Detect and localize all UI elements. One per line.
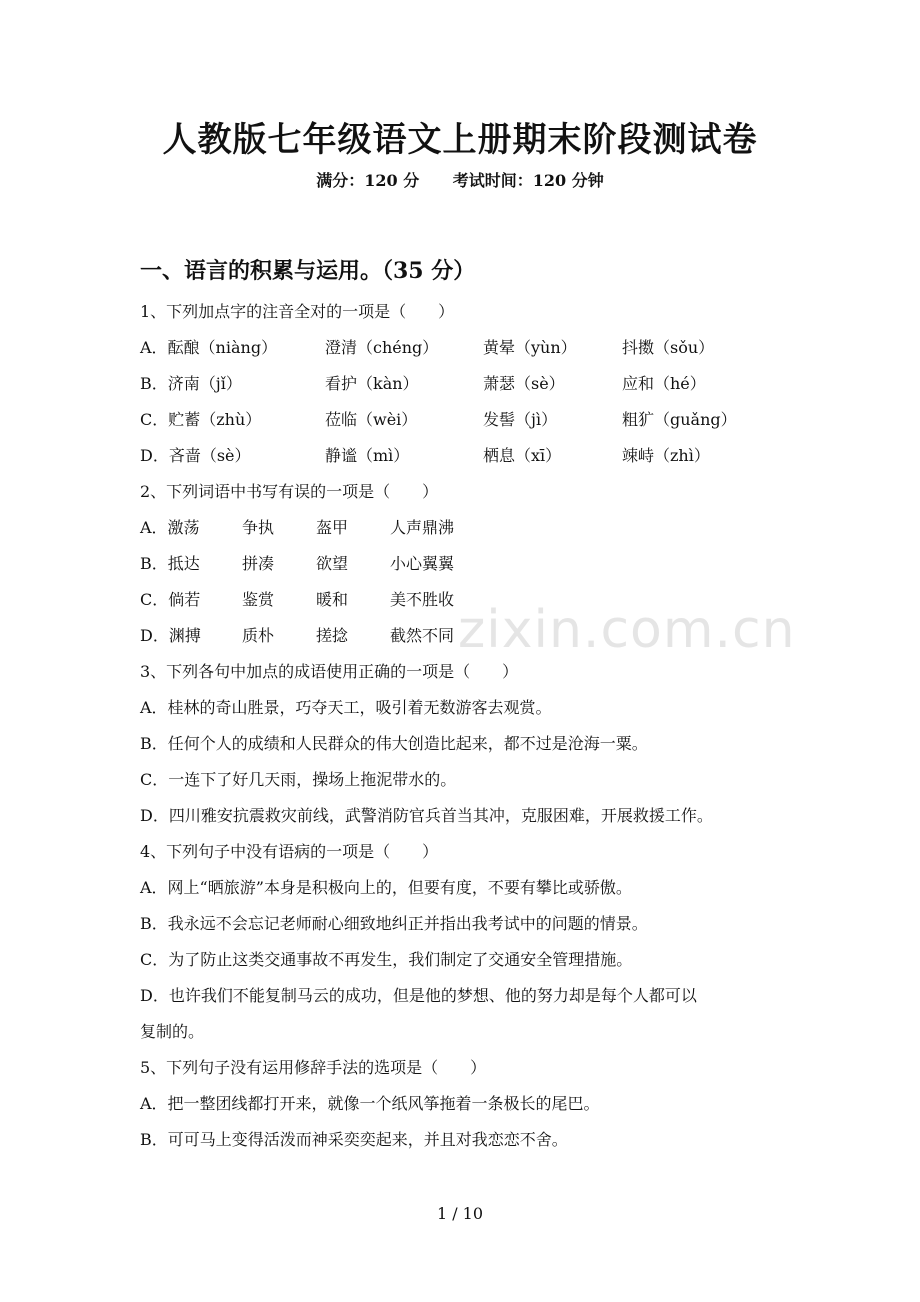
q1-option: 栖息（xī）	[483, 446, 562, 465]
q3-option-b: B．任何个人的成绩和人民群众的伟大创造比起来，都不过是沧海一粟。	[140, 734, 648, 753]
q1-option: 澄清（chéng）	[325, 338, 439, 357]
question-2-stem: 2、下列词语中书写有误的一项是（ ）	[140, 482, 439, 501]
q4-option-d: D．也许我们不能复制马云的成功，但是他的梦想、他的努力却是每个人都可以	[140, 986, 697, 1005]
q2-option: 小心翼翼	[390, 554, 455, 573]
exam-time: 考试时间：120 分钟	[452, 171, 604, 190]
q4-option-c: C．为了防止这类交通事故不再发生，我们制定了交通安全管理措施。	[140, 950, 633, 969]
q1-option: 萧瑟（sè）	[483, 374, 565, 393]
q2-option: D．渊搏	[140, 626, 201, 645]
q1-row-d	[140, 438, 800, 474]
q2-option: 搓捻	[316, 626, 349, 645]
q1-option: B．济南（jǐ）	[140, 374, 242, 393]
q1-option: 看护（kàn）	[325, 374, 419, 393]
q1-row-a	[140, 330, 800, 366]
q2-option: 质朴	[242, 626, 275, 645]
q1-option: 莅临（wèi）	[325, 410, 418, 429]
q1-option: C．贮蓄（zhù）	[140, 410, 262, 429]
q1-option: 粗犷（guǎng）	[622, 410, 737, 429]
q2-row-b	[140, 546, 800, 582]
q1-option: 静谧（mì）	[325, 446, 410, 465]
q1-option: 竦峙（zhì）	[622, 446, 710, 465]
q3-option-a: A．桂林的奇山胜景，巧夺天工，吸引着无数游客去观赏。	[140, 698, 552, 717]
q2-option: 拼凑	[242, 554, 275, 573]
q2-option: 盔甲	[316, 518, 349, 537]
q1-row-b	[140, 366, 800, 402]
page-title: 人教版七年级语文上册期末阶段测试卷	[162, 120, 758, 160]
page-number: 1 / 10	[436, 1204, 484, 1223]
question-3-stem: 3、下列各句中加点的成语使用正确的一项是（ ）	[140, 662, 519, 681]
questions	[140, 294, 800, 1158]
q2-row-a	[140, 510, 800, 546]
q2-option: 美不胜收	[390, 590, 455, 609]
q2-option: 人声鼎沸	[390, 518, 455, 537]
q3-option-c: C．一连下了好几天雨，操场上拖泥带水的。	[140, 770, 457, 789]
q1-option: A．酝酿（niàng）	[140, 338, 278, 357]
q4-option-a: A．网上“晒旅游”本身是积极向上的，但要有度，不要有攀比或骄傲。	[140, 878, 632, 897]
q2-option: 鉴赏	[242, 590, 275, 609]
q1-option: 黄晕（yùn）	[483, 338, 577, 357]
q5-option-b: B．可可马上变得活泼而神采奕奕起来，并且对我恋恋不舍。	[140, 1130, 568, 1149]
full-score: 满分：120 分	[316, 171, 420, 190]
q2-option: C．倘若	[140, 590, 201, 609]
watermark: zixin.com.cn	[458, 600, 796, 660]
q2-option: A．激荡	[140, 518, 200, 537]
q1-option: 应和（hé）	[622, 374, 706, 393]
q4-option-b: B．我永远不会忘记老师耐心细致地纠正并指出我考试中的问题的情景。	[140, 914, 648, 933]
question-5-stem: 5、下列句子没有运用修辞手法的选项是（ ）	[140, 1058, 487, 1077]
q3-option-d: D．四川雅安抗震救灾前线，武警消防官兵首当其冲，克服困难，开展救援工作。	[140, 806, 713, 825]
q1-option: 发髻（jì）	[483, 410, 558, 429]
q2-option: 暖和	[316, 590, 349, 609]
q2-option: B．抵达	[140, 554, 200, 573]
section-heading: 一、语言的积累与运用。（35 分）	[140, 258, 476, 284]
q1-option: D．吝啬（sè）	[140, 446, 251, 465]
question-1-stem: 1、下列加点字的注音全对的一项是（ ）	[140, 302, 455, 321]
q5-option-a: A．把一整团线都打开来，就像一个纸风筝拖着一条极长的尾巴。	[140, 1094, 600, 1113]
q2-option: 截然不同	[390, 626, 455, 645]
question-4-stem: 4、下列句子中没有语病的一项是（ ）	[140, 842, 439, 861]
q4-option-d-continued: 复制的。	[140, 1022, 205, 1041]
q1-row-c	[140, 402, 800, 438]
exam-info	[0, 168, 920, 191]
q2-option: 争执	[242, 518, 275, 537]
q2-option: 欲望	[316, 554, 349, 573]
q1-option: 抖擞（sǒu）	[622, 338, 715, 357]
